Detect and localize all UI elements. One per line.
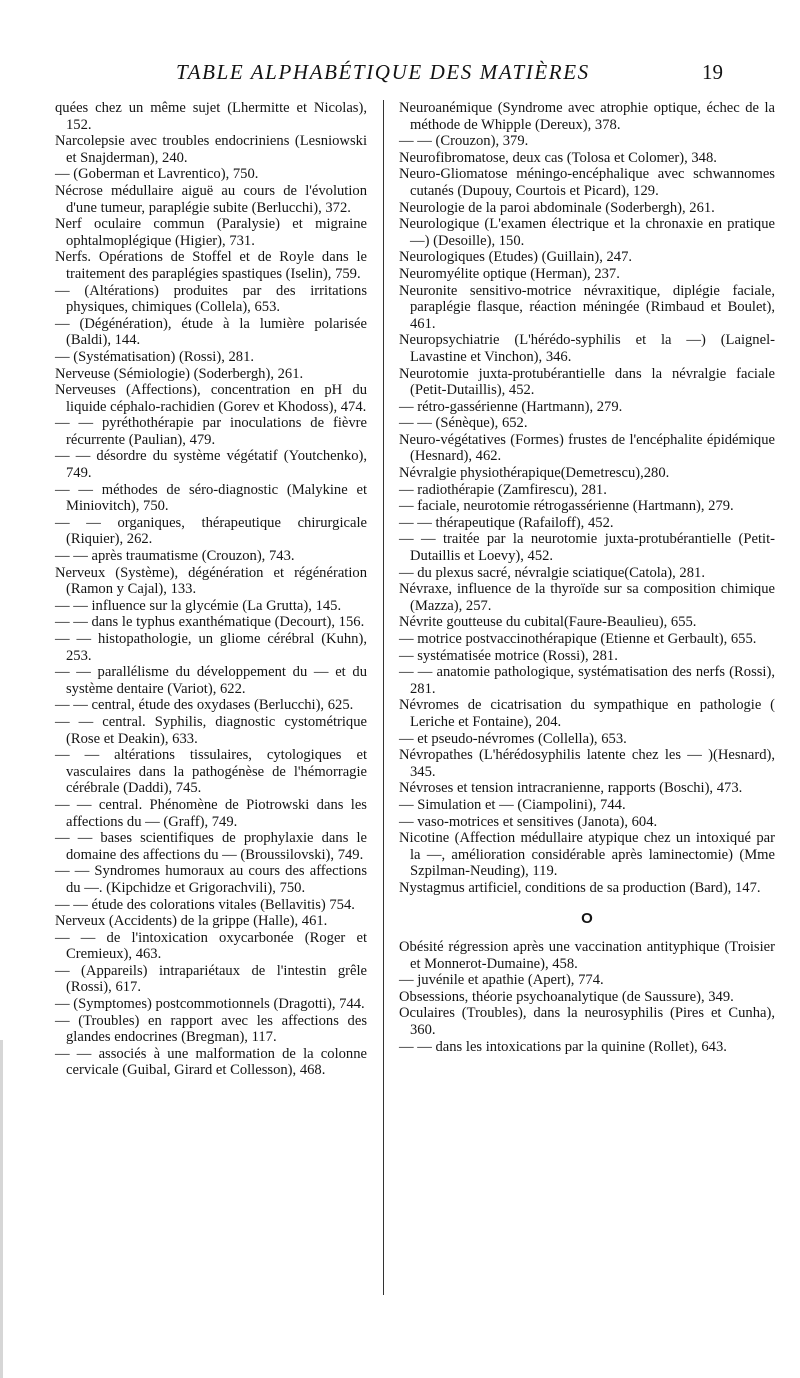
index-entry: Nerfs. Opérations de Stoffel et de Royle dans le traitement des paraplégies spastiques (Iselin), 759. bbox=[55, 249, 367, 282]
index-entry: Nerveuse (Sémiologie) (Soderbergh), 261. bbox=[55, 365, 304, 382]
index-entry: — — thérapeutique (Rafailoff), 452. bbox=[399, 514, 614, 531]
index-entry: Obésité régression après une vaccination antityphique (Troisier et Monnerot-Dumaine), 458. bbox=[399, 939, 775, 972]
index-entry: Nerveux (Accidents) de la grippe (Halle), 461. bbox=[55, 913, 328, 930]
index-entry: Neuroanémique (Syndrome avec atrophie optique, échec de la méthode de Whipple (Dereux), 378. bbox=[399, 100, 775, 133]
index-entry: — (Dégénération), étude à la lumière polarisée (Baldi), 144. bbox=[55, 315, 367, 349]
scan-edge bbox=[0, 1040, 3, 1378]
index-entry: Obsessions, théorie psychoanalytique (de Saussure), 349. bbox=[399, 988, 734, 1005]
index-entry: — vaso-motrices et sensitives (Janota), 604. bbox=[399, 813, 658, 830]
index-entry: — — histopathologie, un gliome cérébral (Kuhn), 253. bbox=[55, 631, 367, 664]
index-entry: Neurologique (L'examen électrique et la chronaxie en pratique —) (Desoille), 150. bbox=[399, 216, 775, 249]
index-entry: Narcolepsie avec troubles endocriniens (Lesniowski et Snajderman), 240. bbox=[55, 133, 367, 166]
index-entry: — (Symptomes) postcommotionnels (Dragotti), 744. bbox=[55, 996, 365, 1013]
page-number: 19 bbox=[702, 60, 723, 84]
index-entry: — — central. Phénomène de Piotrowski dans les affections du — (Graff), 749. bbox=[55, 796, 367, 830]
index-entry: Nerveuses (Affections), concentration en pH du liquide céphalo-rachidien (Gorev et Khodoss), 474. bbox=[55, 382, 367, 415]
index-entry: — rétro-gassérienne (Hartmann), 279. bbox=[399, 398, 623, 415]
index-entry: — — (Crouzon), 379. bbox=[399, 133, 529, 150]
index-entry: — — influence sur la glycémie (La Grutta), 145. bbox=[55, 597, 342, 614]
index-entry: Neuro-végétatives (Formes) frustes de l'encéphalite épidémique (Hesnard), 462. bbox=[399, 431, 775, 465]
index-entry: — — désordre du système végétatif (Youtchenko), 749. bbox=[55, 448, 367, 482]
index-entry: — — organiques, thérapeutique chirurgicale (Riquier), 262. bbox=[55, 514, 367, 548]
index-entry: — — associés à une malformation de la colonne cervicale (Guibal, Girard et Collesson), 468. bbox=[55, 1045, 367, 1079]
index-entry: — — central, étude des oxydases (Berlucchi), 625. bbox=[55, 697, 354, 714]
index-entry: Nécrose médullaire aiguë au cours de l'évolution d'une tumeur, paraplégie subite (Berlucchi), 372. bbox=[55, 182, 367, 216]
index-entry: — (Appareils) intrapariétaux de l'intestin grêle (Rossi), 617. bbox=[55, 962, 367, 996]
index-entry: Névroses et tension intracranienne, rapports (Boschi), 473. bbox=[399, 780, 743, 797]
index-entry: Neuropsychiatrie (L'hérédo-syphilis et la —) (Laignel-Lavastine et Vinchon), 346. bbox=[399, 332, 775, 365]
running-title: TABLE ALPHABÉTIQUE DES MATIÈRES bbox=[176, 60, 590, 84]
index-entry: — — anatomie pathologique, systématisation des nerfs (Rossi), 281. bbox=[399, 664, 775, 697]
index-entry: Neuro-Gliomatose méningo-encéphalique avec schwannomes cutanés (Dupouy, Courtois et Picard), 129. bbox=[399, 166, 775, 199]
index-entry: — radiothérapie (Zamfirescu), 281. bbox=[399, 481, 607, 498]
index-entry: Neurologiques (Etudes) (Guillain), 247. bbox=[399, 249, 633, 266]
section-letter-o: O bbox=[581, 909, 593, 927]
index-entry: — — dans le typhus exanthématique (Decourt), 156. bbox=[55, 614, 365, 631]
index-entry: Névraxe, influence de la thyroïde sur sa composition chimique (Mazza), 257. bbox=[399, 581, 775, 614]
right-column bbox=[399, 100, 775, 1055]
index-entry: Neuromyélite optique (Herman), 237. bbox=[399, 265, 620, 282]
index-entry: — — central. Syphilis, diagnostic cystométrique (Rose et Deakin), 633. bbox=[55, 713, 367, 747]
index-entry: — — traitée par la neurotomie juxta-protubérantielle (Petit-Dutaillis et Loevy), 452. bbox=[399, 531, 775, 565]
index-entry: — — bases scientifiques de prophylaxie dans le domaine des affections du — (Broussilovski), 749. bbox=[55, 830, 367, 863]
index-entry: Nicotine (Affection médullaire atypique chez un intoxiqué par la —, amélioration considérable après laminectomie) (Mme Szpilman-Neuding), 119. bbox=[399, 830, 775, 880]
index-entry: — — parallélisme du développement du — et du système dentaire (Variot), 622. bbox=[55, 664, 367, 697]
index-entry: — systématisée motrice (Rossi), 281. bbox=[399, 647, 618, 664]
index-entry: — du plexus sacré, névralgie sciatique(Catola), 281. bbox=[399, 564, 705, 581]
index-entry: — — de l'intoxication oxycarbonée (Roger et Cremieux), 463. bbox=[55, 929, 367, 963]
index-entry: — — après traumatisme (Crouzon), 743. bbox=[55, 548, 295, 565]
index-entry: — — pyréthothérapie par inoculations de fièvre récurrente (Paulian), 479. bbox=[55, 415, 367, 448]
index-entry: Nerf oculaire commun (Paralysie) et migraine ophtalmoplégique (Higier), 731. bbox=[55, 216, 367, 249]
left-column bbox=[55, 100, 367, 1079]
index-entry: — — étude des colorations vitales (Bellavitis) 754. bbox=[55, 896, 355, 913]
index-entry: — — méthodes de séro-diagnostic (Malykine et Miniovitch), 750. bbox=[55, 481, 367, 515]
index-entry: — juvénile et apathie (Apert), 774. bbox=[399, 972, 604, 989]
index-entry: Neuronite sensitivo-motrice névraxitique, diplégie faciale, paraplégie flasque, réaction méningée (Rimbaud et Boulet), 461. bbox=[399, 282, 775, 332]
index-entry: — — altérations tissulaires, cytologiques et vasculaires dans la pathogénèse de l'hémorragie cérébrale (Daddi), 745. bbox=[55, 747, 367, 797]
index-entry: — faciale, neurotomie rétrogassérienne (Hartmann), 279. bbox=[399, 498, 734, 515]
index-entry: Neurologie de la paroi abdominale (Soderbergh), 261. bbox=[399, 199, 715, 216]
index-entry: Neurotomie juxta-protubérantielle dans la névralgie faciale (Petit-Dutaillis), 452. bbox=[399, 365, 775, 399]
index-entry: Neurofibromatose, deux cas (Tolosa et Colomer), 348. bbox=[399, 149, 717, 166]
index-entry: — — Syndromes humoraux au cours des affections du —. (Kipchidze et Grigorachvili), 750. bbox=[55, 863, 367, 896]
index-entry: — (Systématisation) (Rossi), 281. bbox=[55, 348, 255, 365]
index-entry: Névropathes (L'hérédosyphilis latente chez les — )(Hesnard), 345. bbox=[399, 747, 775, 780]
index-entry: Névromes de cicatrisation du sympathique en pathologie ( Leriche et Fontaine), 204. bbox=[399, 697, 775, 730]
index-entry: — motrice postvaccinothérapique (Etienne et Gerbault), 655. bbox=[399, 631, 757, 647]
column-divider bbox=[383, 100, 384, 1295]
page-header bbox=[0, 60, 800, 90]
index-entry: quées chez un même sujet (Lhermitte et Nicolas), 152. bbox=[55, 100, 367, 133]
index-entry: — — (Sénèque), 652. bbox=[399, 415, 528, 432]
index-entry: — (Goberman et Lavrentico), 750. bbox=[55, 166, 259, 183]
index-entry: Oculaires (Troubles), dans la neurosyphilis (Pires et Cunha), 360. bbox=[399, 1005, 775, 1039]
index-entry: Nystagmus artificiel, conditions de sa production (Bard), 147. bbox=[399, 879, 761, 896]
index-entry: Nerveux (Système), dégénération et régénération (Ramon y Cajal), 133. bbox=[55, 564, 367, 598]
index-entry: — Simulation et — (Ciampolini), 744. bbox=[399, 796, 626, 813]
index-entry: — et pseudo-névromes (Collella), 653. bbox=[399, 730, 627, 747]
index-entry: — (Troubles) en rapport avec les affections des glandes endocrines (Bregman), 117. bbox=[55, 1012, 367, 1046]
index-entry: Névrite goutteuse du cubital(Faure-Beaulieu), 655. bbox=[399, 614, 697, 631]
index-entry: — (Altérations) produites par des irritations physiques, chimiques (Collela), 653. bbox=[55, 282, 367, 316]
index-entry: Névralgie physiothérapique(Demetrescu),280. bbox=[399, 465, 670, 482]
index-entry: — — dans les intoxications par la quinine (Rollet), 643. bbox=[399, 1038, 727, 1055]
